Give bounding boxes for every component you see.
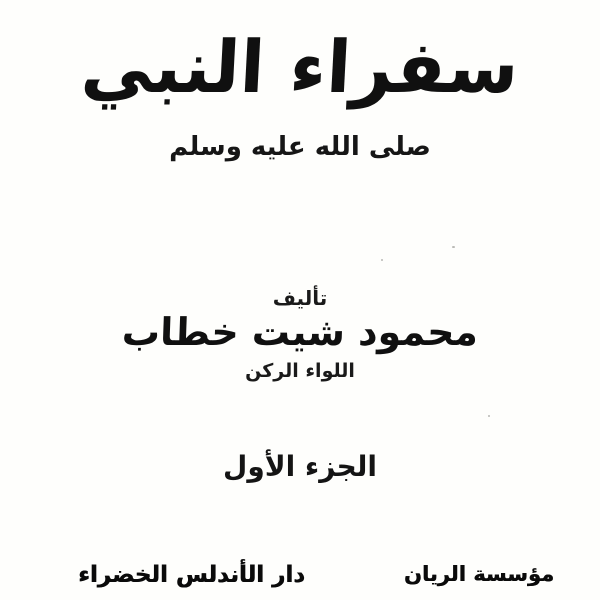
volume-label: الجزء الأول: [223, 450, 377, 483]
publisher-dar-al-andalus: دار الأندلس الخضراء: [78, 562, 305, 588]
publishers-row: [0, 556, 600, 592]
publisher-muassasat-al-rayyan: مؤسسة الريان: [403, 562, 554, 586]
scan-speck: [452, 246, 455, 248]
book-title: سفراء النبي: [79, 25, 521, 109]
byline-label: تأليف: [272, 286, 328, 310]
salutation-line: صلى الله عليه وسلم: [169, 132, 431, 162]
author-name: محمود شيت خطاب: [121, 310, 479, 354]
author-rank: اللواء الركن: [245, 360, 355, 382]
scan-speck: [488, 415, 490, 417]
scan-speck: [381, 259, 383, 261]
